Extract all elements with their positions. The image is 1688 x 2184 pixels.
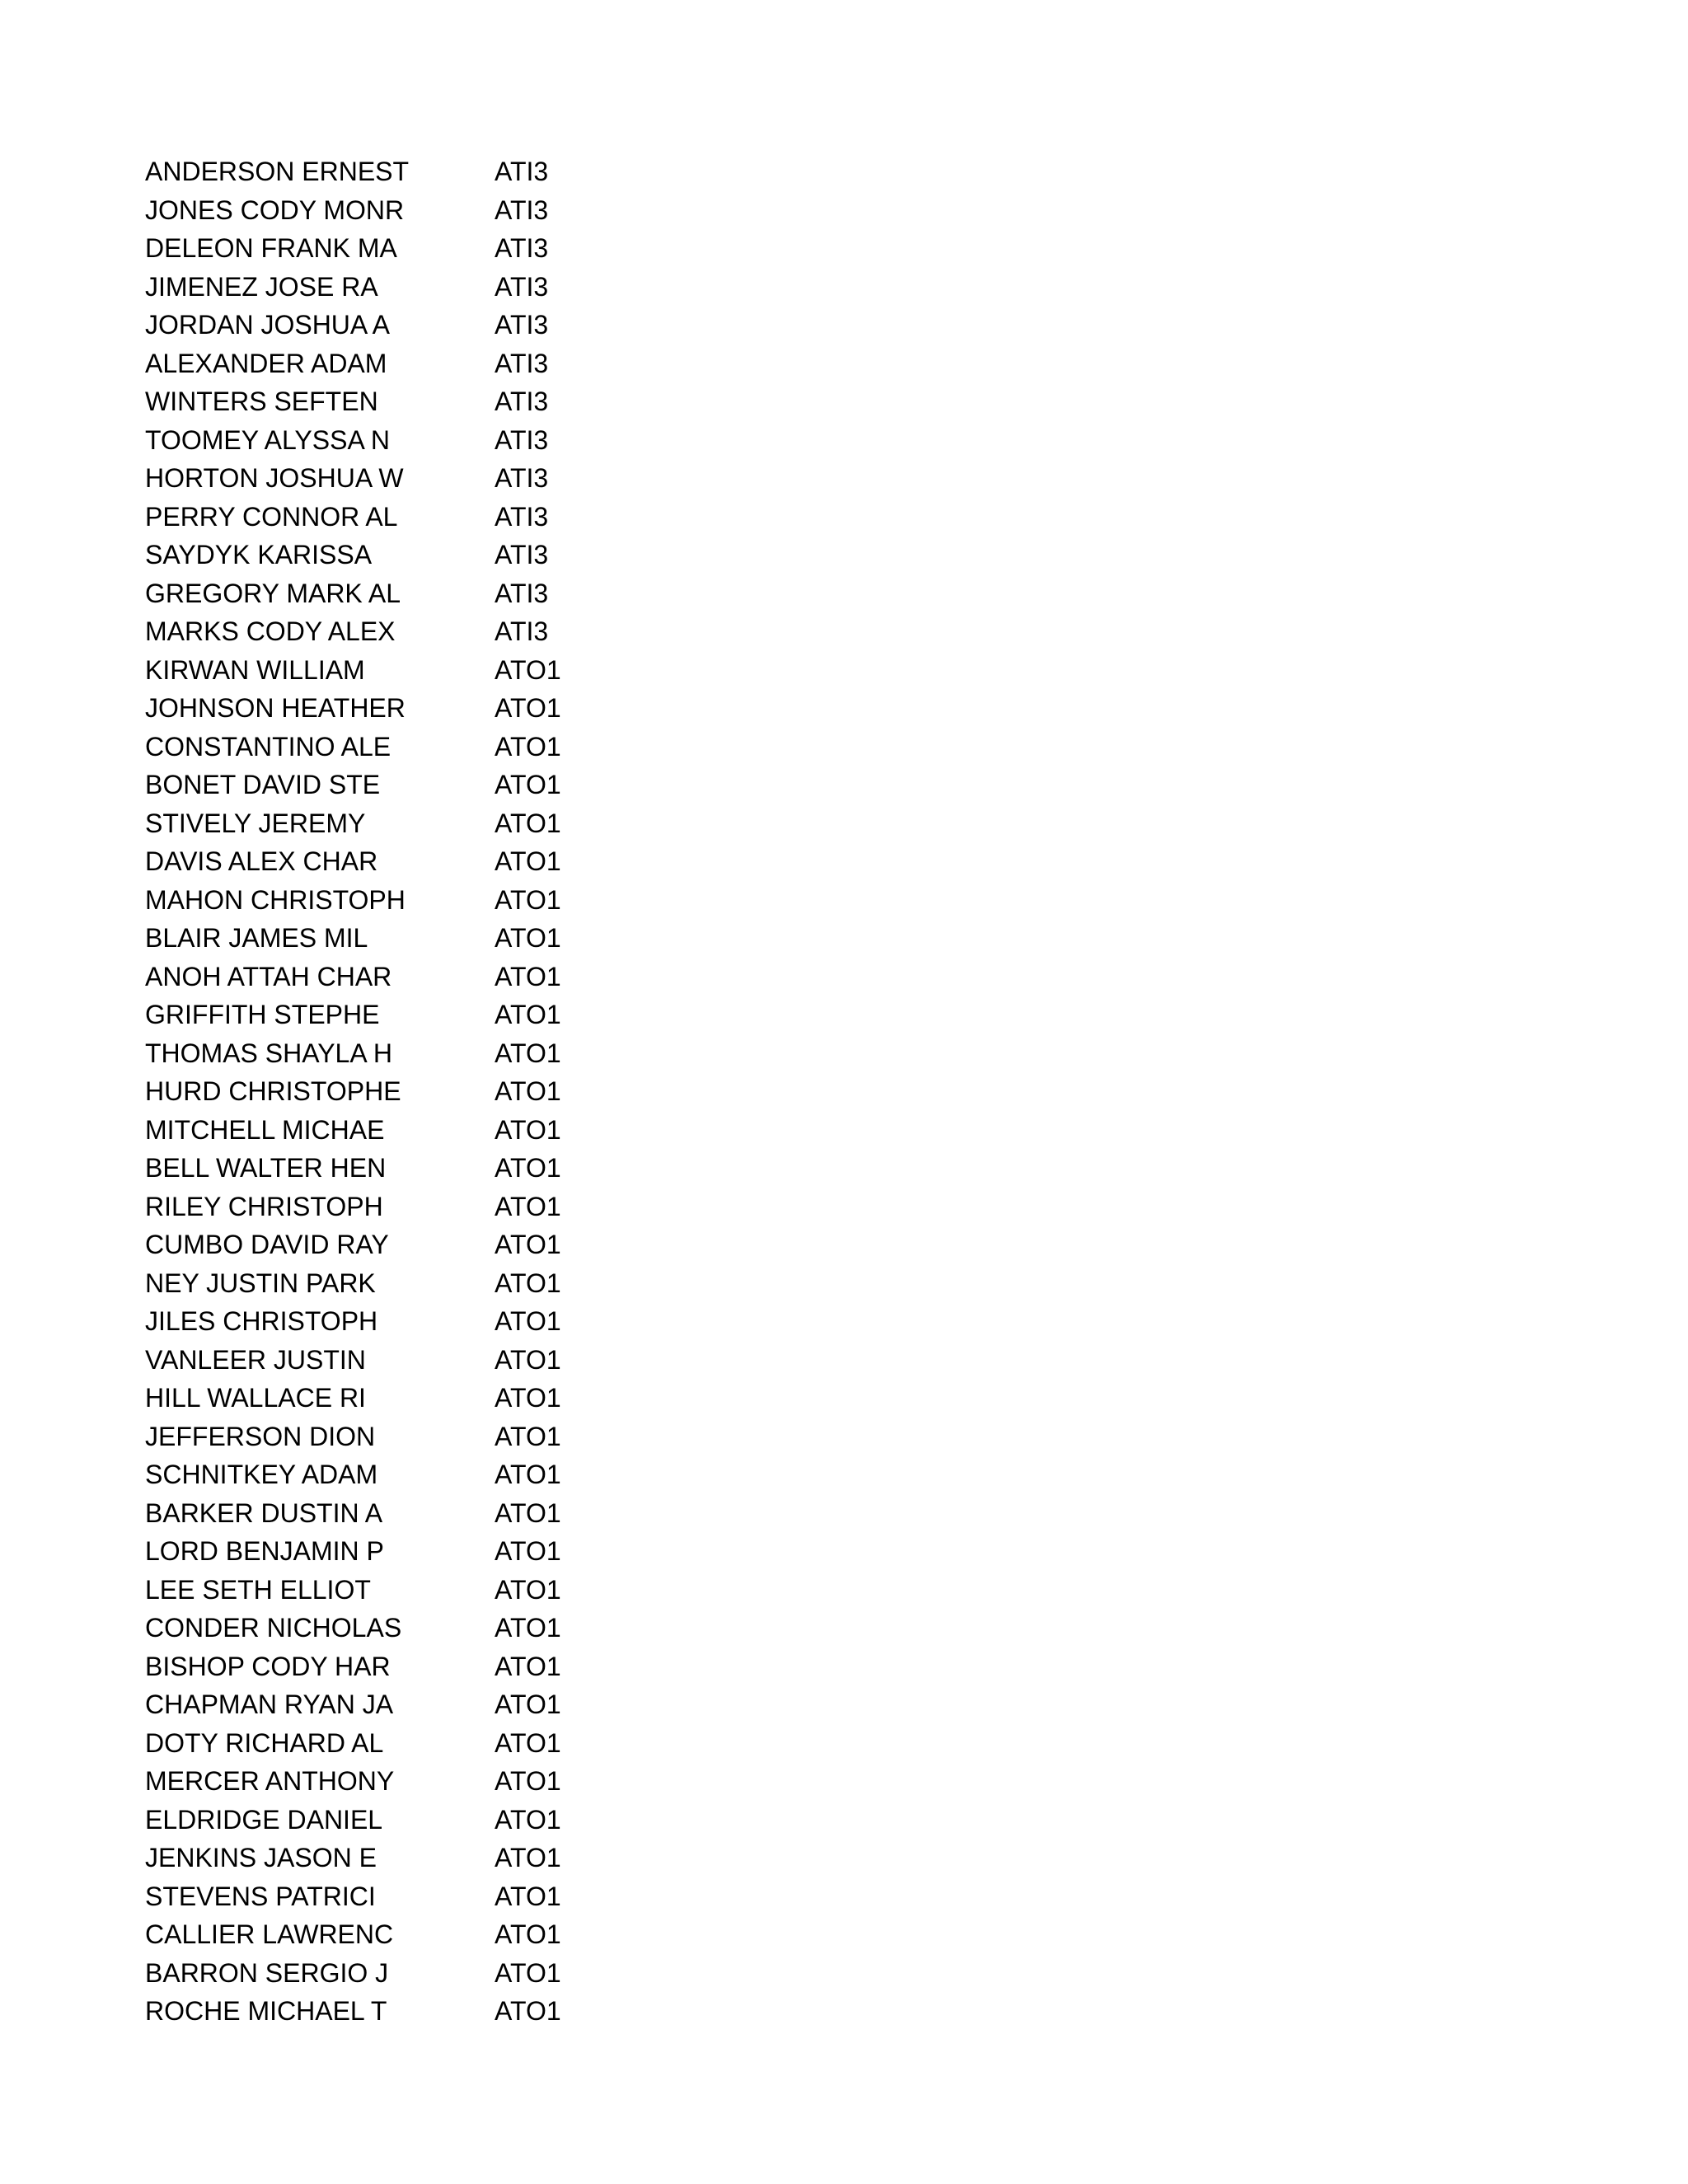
roster-code: ATO1 [495,1651,561,1681]
roster-name: JONES CODY MONR [145,194,405,225]
roster-code: ATO1 [495,1268,561,1298]
roster-name: MITCHELL MICHAE [145,1114,385,1145]
roster-code: ATO1 [495,1460,561,1489]
roster-row [145,1072,607,1111]
roster-name: HORTON JOSHUA W [145,463,404,493]
roster-row [145,344,607,383]
roster-code: ATO1 [495,693,561,723]
roster-row [145,612,607,651]
roster-code: ATO1 [495,1881,561,1911]
roster-row [145,1647,607,1686]
roster-row [145,1034,607,1073]
roster-name: BARKER DUSTIN A [145,1497,383,1528]
roster-code: ATO1 [495,1727,561,1758]
roster-row [145,996,607,1034]
roster-code: ATO1 [495,1536,561,1566]
roster-code: ATO1 [495,1996,561,2026]
roster-name: JIMENEZ JOSE RA [145,271,378,302]
roster-name: JORDAN JOSHUA A [145,310,390,340]
roster-name: PERRY CONNOR AL [145,501,398,532]
roster-name: GREGORY MARK AL [145,578,401,608]
roster-row [145,728,607,766]
roster-name: STIVELY JEREMY [145,808,366,838]
roster-code: ATI3 [495,463,549,493]
roster-name: LEE SETH ELLIOT [145,1574,371,1605]
roster-code: ATO1 [495,1191,561,1221]
roster-name: VANLEER JUSTIN [145,1344,366,1375]
roster-name: CONSTANTINO ALE [145,731,392,762]
roster-code: ATI3 [495,616,549,646]
roster-code: ATO1 [495,1804,561,1835]
roster-row [145,536,607,574]
roster-row [145,1149,607,1188]
roster-name: STEVENS PATRICI [145,1881,376,1911]
roster-name: THOMAS SHAYLA H [145,1038,392,1068]
roster-row [145,1685,607,1724]
roster-name: SCHNITKEY ADAM [145,1460,378,1489]
roster-row [145,1226,607,1264]
roster-row [145,1724,607,1763]
roster-row [145,1609,607,1647]
roster-name: ALEXANDER ADAM [145,348,387,378]
roster-name: HILL WALLACE RI [145,1383,366,1413]
roster-code: ATO1 [495,1000,561,1029]
roster-row [145,1264,607,1303]
roster-name: KIRWAN WILLIAM [145,654,365,685]
roster-name: MARKS CODY ALEX [145,616,396,646]
roster-row [145,766,607,804]
roster-name: ROCHE MICHAEL T [145,1996,387,2026]
roster-name: BISHOP CODY HAR [145,1651,391,1681]
roster-name: JEFFERSON DION [145,1421,376,1451]
roster-row [145,421,607,460]
roster-name: ANOH ATTAH CHAR [145,961,392,991]
roster-code: ATO1 [495,1843,561,1872]
roster-code: ATO1 [495,1076,561,1106]
roster-code: ATI3 [495,578,549,608]
roster-row [145,1571,607,1610]
roster-name: TOOMEY ALYSSA N [145,424,391,455]
roster-name: NEY JUSTIN PARK [145,1268,376,1298]
roster-row [145,1954,607,1993]
roster-row [145,574,607,613]
roster-code: ATO1 [495,731,561,762]
roster-row [145,1532,607,1571]
roster-code: ATO1 [495,654,561,685]
roster-name: CALLIER LAWRENC [145,1919,394,1949]
roster-code: ATO1 [495,846,561,876]
roster-code: ATO1 [495,923,561,953]
roster-code: ATO1 [495,1574,561,1605]
roster-row [145,1188,607,1226]
roster-row [145,842,607,881]
roster-name: CONDER NICHOLAS [145,1613,402,1643]
roster-name: GRIFFITH STEPHE [145,1000,380,1029]
roster-row [145,804,607,843]
roster-code: ATO1 [495,1919,561,1949]
roster-name: MAHON CHRISTOPH [145,884,406,915]
roster-code: ATO1 [495,1613,561,1643]
roster-row [145,191,607,230]
roster-code: ATI3 [495,233,549,263]
roster-row [145,1455,607,1494]
roster-row [145,1341,607,1380]
roster-code: ATI3 [495,157,549,186]
roster-row [145,919,607,958]
roster-name: BLAIR JAMES MIL [145,923,368,953]
roster-row [145,1839,607,1877]
roster-name: DAVIS ALEX CHAR [145,846,378,876]
roster-name: MERCER ANTHONY [145,1766,395,1796]
roster-name: JOHNSON HEATHER [145,693,406,723]
roster-code: ATO1 [495,884,561,915]
roster-code: ATI3 [495,348,549,378]
roster-row [145,689,607,728]
roster-code: ATO1 [495,770,561,799]
roster-code: ATO1 [495,1153,561,1183]
roster-name: SAYDYK KARISSA [145,540,373,569]
roster-name: HURD CHRISTOPHE [145,1076,401,1106]
roster-row [145,958,607,996]
roster-row [145,1111,607,1150]
roster-code: ATO1 [495,1690,561,1719]
roster-code: ATO1 [495,961,561,991]
roster-name: WINTERS SEFTEN [145,387,378,416]
roster-name: BONET DAVID STE [145,770,381,799]
roster-code: ATI3 [495,271,549,302]
roster-code: ATI3 [495,501,549,532]
roster-name: DELEON FRANK MA [145,233,397,263]
roster-name: ELDRIDGE DANIEL [145,1804,383,1835]
roster-name: BARRON SERGIO J [145,1957,389,1988]
roster-code: ATI3 [495,310,549,340]
roster-code: ATO1 [495,1497,561,1528]
roster-row [145,881,607,920]
roster-code: ATO1 [495,1038,561,1068]
roster-row [145,306,607,344]
roster-code: ATO1 [495,1766,561,1796]
roster-name: BELL WALTER HEN [145,1153,387,1183]
roster-name: DOTY RICHARD AL [145,1727,384,1758]
roster-code: ATO1 [495,1383,561,1413]
roster-row [145,1379,607,1418]
roster-row [145,229,607,268]
roster-code: ATO1 [495,1230,561,1259]
roster-row [145,1762,607,1801]
roster-code: ATO1 [495,1306,561,1336]
roster-code: ATI3 [495,194,549,225]
roster-name: CUMBO DAVID RAY [145,1230,389,1259]
roster-code: ATI3 [495,387,549,416]
roster-name: ANDERSON ERNEST [145,157,410,186]
roster-row [145,1992,607,2031]
roster-code: ATI3 [495,540,549,569]
roster-list [145,152,607,2031]
roster-name: JENKINS JASON E [145,1843,377,1872]
roster-code: ATO1 [495,1957,561,1988]
roster-row [145,651,607,690]
roster-row [145,498,607,537]
roster-row [145,1801,607,1840]
roster-row [145,1915,607,1954]
roster-code: ATO1 [495,1421,561,1451]
roster-name: JILES CHRISTOPH [145,1306,378,1336]
roster-row [145,1302,607,1341]
roster-name: RILEY CHRISTOPH [145,1191,383,1221]
roster-code: ATO1 [495,1114,561,1145]
roster-row [145,1494,607,1533]
roster-row [145,1418,607,1456]
roster-code: ATI3 [495,424,549,455]
roster-row [145,268,607,307]
roster-row [145,459,607,498]
roster-row [145,382,607,421]
roster-name: LORD BENJAMIN P [145,1536,384,1566]
roster-row [145,1877,607,1916]
roster-code: ATO1 [495,1344,561,1375]
roster-row [145,152,607,191]
roster-code: ATO1 [495,808,561,838]
roster-name: CHAPMAN RYAN JA [145,1690,394,1719]
